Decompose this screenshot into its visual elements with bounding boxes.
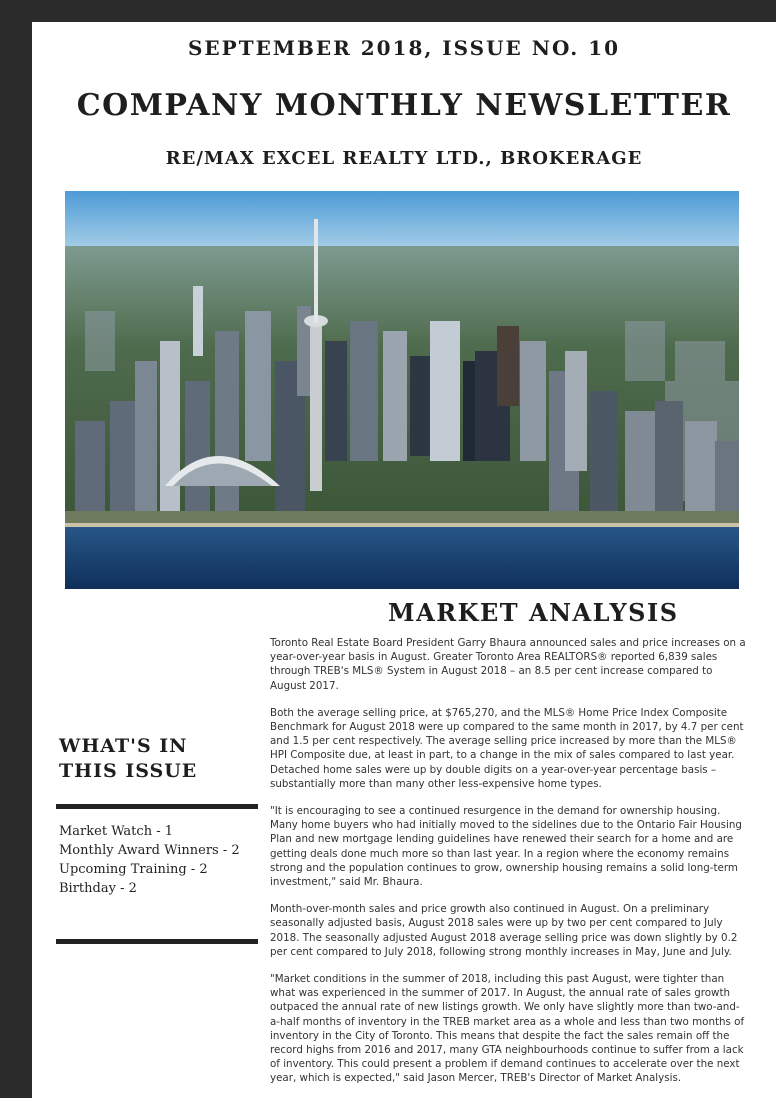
- contents-item: Monthly Award Winners - 2: [59, 843, 240, 858]
- contents-item: Upcoming Training - 2: [59, 862, 208, 877]
- contents-item: Birthday - 2: [59, 881, 137, 896]
- divider: [56, 939, 258, 944]
- heading-line: THIS ISSUE: [59, 760, 198, 782]
- issue-contents-list: [59, 822, 259, 898]
- issue-line: SEPTEMBER 2018, ISSUE NO. 10: [187, 36, 621, 60]
- heading-line: WHAT'S IN: [59, 735, 188, 757]
- article-paragraph: Toronto Real Estate Board President Garry Bhaura announced sales and price increases on a year-over-year basis in August. Greater Toronto Area REALTORS® reported 6,839 sales through TREB's MLS® System in August 2018 – an 8.5 per cent increase compared to August 2017.: [270, 637, 746, 692]
- newsletter-title: COMPANY MONTHLY NEWSLETTER: [76, 88, 732, 123]
- city-skyline-photo: [65, 191, 739, 589]
- contents-item: Market Watch - 1: [59, 824, 173, 839]
- newsletter-page: [32, 22, 776, 1098]
- article-paragraph: Month-over-month sales and price growth also continued in August. On a preliminary seasonally adjusted basis, August 2018 sales were up by two per cent compared to July 2018. The seasonally adjusted August 2018 average selling price was down slightly by 0.2 per cent compared to July 2018, following strong monthly increases in May, June and July.: [270, 903, 738, 958]
- market-analysis-article: [270, 636, 748, 1098]
- whats-in-this-issue-heading: [59, 734, 259, 784]
- article-paragraph: Both the average selling price, at $765,270, and the MLS® Home Price Index Composite Benchmark for August 2018 were up compared to the same month in 2017, by 4.7 per cent and 1.5 per cent respectively. The average selling price increased by more than the MLS® HPI Composite due, at least in part, to a change in the mix of sales compared to last year. Detached home sales were up by double digits on a year-over-year percentage basis – substantially more than many other less-expensive home types.: [270, 706, 744, 790]
- article-paragraph: "It is encouraging to see a continued resurgence in the demand for ownership housing. Many home buyers who had initially moved to the sidelines due to the Ontario Fair Housing Plan and new mortgage lending guidelines have renewed their search for a home and are getting deals done much more so than last year. In a region where the economy remains strong and the population continues to grow, ownership housing remains a solid long-term investment," said Mr. Bhaura.: [270, 805, 742, 889]
- article-paragraph: "Market conditions in the summer of 2018, including this past August, were tighter than what was experienced in the summer of 2017. In August, the annual rate of sales growth outpaced the annual rate of new listings growth. We only have slightly more than two-and-a-half months of inventory in the TREB market area as a whole and less than two months of inventory in the City of Toronto. This means that despite the fact the sales remain off the record highs from 2016 and 2017, many GTA neighbourhoods continue to suffer from a lack of inventory. This could present a problem if demand continues to accelerate over the next year, which is expected," said Jason Mercer, TREB's Director of Market Analysis.: [270, 973, 745, 1085]
- divider: [56, 804, 258, 809]
- brokerage-subtitle: RE/MAX EXCEL REALTY LTD., BROKERAGE: [165, 148, 643, 169]
- market-analysis-heading: MARKET ANALYSIS: [388, 598, 679, 627]
